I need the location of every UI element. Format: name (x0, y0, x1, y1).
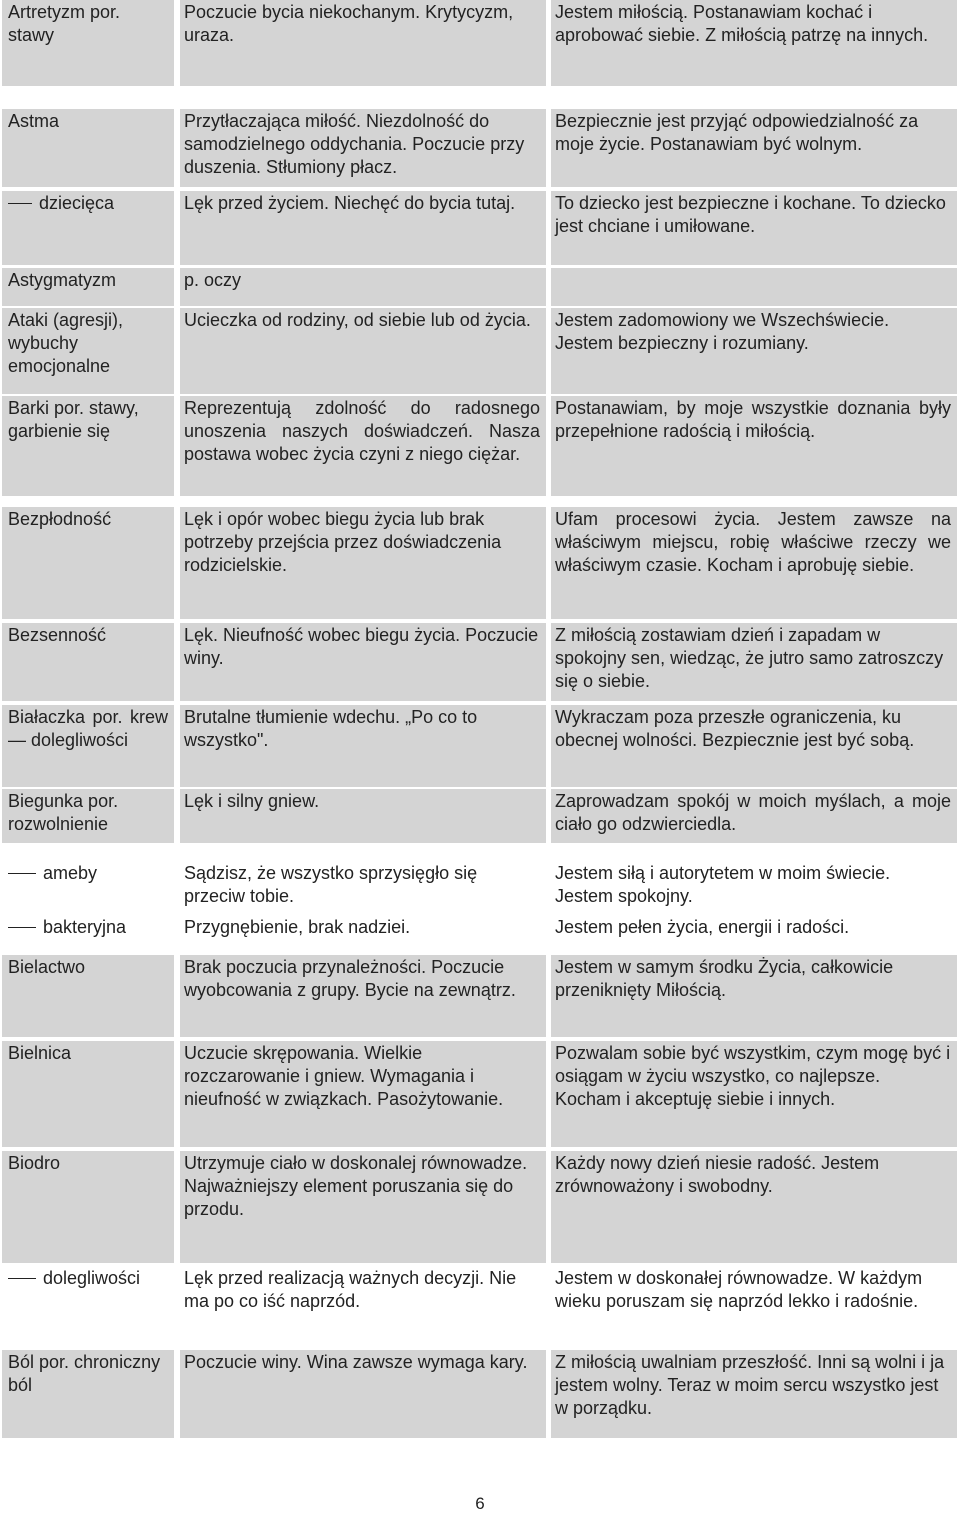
condition-cell (2, 955, 174, 1037)
affirmation-cell (551, 191, 957, 265)
condition-text: Barki por. stawy, garbienie się (8, 398, 139, 441)
affirmation-cell (551, 623, 957, 701)
cause-text: Reprezentują zdolność do radosnego unoszenia naszych doświadczeń. Nasza postawa wobec życia czyni z niego ciężar. (184, 398, 540, 464)
affirmation-text: Wykraczam poza przeszłe ograniczenia, ku obecnej wolności. Bezpiecznie jest być sobą. (555, 707, 915, 750)
condition-cell (2, 191, 174, 265)
table-row (0, 861, 960, 911)
condition-cell (2, 1041, 174, 1147)
affirmation-text: Jestem miłością. Postanawiam kochać i aprobować siebie. Z miłością patrzę na innych. (555, 2, 929, 45)
table-row (0, 915, 960, 945)
affirmation-text: Jestem pełen życia, energii i radości. (555, 917, 850, 937)
affirmation-text: To dziecko jest bezpieczne i kochane. To dziecko jest chciane i umiłowane. (555, 193, 946, 236)
condition-text: bakteryjna (43, 917, 127, 937)
affirmation-cell (551, 1151, 957, 1263)
cause-text: Brutalne tłumienie wdechu. „Po co to wszystko". (184, 707, 478, 750)
table-row (0, 1266, 960, 1346)
affirmation-cell (551, 396, 957, 496)
condition-cell (2, 861, 174, 911)
affirmation-text: Jestem w doskonałej równowadze. W każdym wieku poruszam się naprzód lekko i radośnie. (555, 1268, 923, 1311)
condition-cell (2, 705, 174, 787)
affirmation-text: Jestem siłą i autorytetem w moim świecie. Jestem spokojny. (555, 863, 891, 906)
affirmation-text: Postanawiam, by moje wszystkie doznania były przepełnione radością i miłością. (555, 398, 951, 441)
condition-cell (2, 623, 174, 701)
table-row (0, 789, 960, 843)
cause-text: Ucieczka od rodziny, od siebie lub od życia. (184, 310, 531, 330)
cause-text: Lęk przed życiem. Niechęć do bycia tutaj. (184, 193, 516, 213)
cause-cell (180, 705, 546, 787)
affirmation-cell (551, 789, 957, 843)
cause-text: Lęk i silny gniew. (184, 791, 320, 811)
affirmation-text: Jestem zadomowiony we Wszechświecie. Jestem bezpieczny i rozumiany. (555, 310, 890, 353)
condition-cell (2, 1266, 174, 1346)
condition-cell (2, 308, 174, 394)
condition-cell (2, 1350, 174, 1438)
affirmation-cell (551, 507, 957, 619)
condition-cell (2, 0, 174, 86)
affirmation-text: Z miłością uwalniam przeszłość. Inni są wolni i ja jestem wolny. Teraz w moim sercu wszystko jest w porządku. (555, 1352, 945, 1418)
condition-cell (2, 915, 174, 945)
cause-text: Przygnębienie, brak nadziei. (184, 917, 411, 937)
affirmation-cell (551, 705, 957, 787)
affirmation-text: Każdy nowy dzień niesie radość. Jestem zrównoważony i swobodny. (555, 1153, 880, 1196)
condition-text: Bielnica (8, 1043, 72, 1063)
cause-cell (180, 623, 546, 701)
cause-cell (180, 1041, 546, 1147)
table-row (0, 396, 960, 496)
affirmation-cell (551, 109, 957, 187)
condition-text: Bielactwo (8, 957, 86, 977)
cause-text: Przytłaczająca miłość. Niezdolność do samodzielnego oddychania. Poczucie przy duszenia. Stłumiony płacz. (184, 111, 525, 177)
condition-text: Biegunka por. rozwolnienie (8, 791, 119, 834)
condition-cell (2, 1151, 174, 1263)
cause-cell (180, 955, 546, 1037)
affirmation-cell (551, 308, 957, 394)
table-row (0, 0, 960, 86)
affirmation-cell (551, 1266, 957, 1346)
cause-text: Lęk i opór wobec biegu życia lub brak potrzeby przejścia przez doświadczenia rodzicielskie. (184, 509, 502, 575)
condition-text: Biodro (8, 1153, 61, 1173)
cause-cell (180, 308, 546, 394)
condition-text: ameby (43, 863, 98, 883)
table-row (0, 1041, 960, 1147)
condition-cell (2, 109, 174, 187)
table-row (0, 109, 960, 187)
cause-text: Sądzisz, że wszystko sprzysięgło się przeciw tobie. (184, 863, 478, 906)
condition-text: Astma (8, 111, 60, 131)
table-row (0, 268, 960, 306)
cause-text: p. oczy (184, 270, 242, 290)
condition-text: Bezsenność (8, 625, 107, 645)
condition-text: Astygmatyzm (8, 270, 117, 290)
cause-text: Lęk przed realizacją ważnych decyzji. Nie ma po co iść naprzód. (184, 1268, 517, 1311)
condition-cell (2, 268, 174, 306)
condition-text: dolegliwości (43, 1268, 141, 1288)
dash-mark (8, 1278, 36, 1279)
dash-mark (8, 927, 36, 928)
cause-cell (180, 1151, 546, 1263)
cause-cell (180, 915, 546, 945)
table-row (0, 1151, 960, 1263)
dash-mark (8, 873, 36, 874)
cause-cell (180, 861, 546, 911)
condition-cell (2, 507, 174, 619)
table-row (0, 507, 960, 619)
condition-text: Bezpłodność (8, 509, 112, 529)
table-row (0, 1350, 960, 1438)
table-row (0, 955, 960, 1037)
cause-cell (180, 191, 546, 265)
cause-cell (180, 268, 546, 306)
cause-cell (180, 1266, 546, 1346)
condition-text: dziecięca (39, 193, 115, 213)
cause-text: Poczucie winy. Wina zawsze wymaga kary. (184, 1352, 528, 1372)
table-row (0, 191, 960, 265)
affirmation-cell (551, 955, 957, 1037)
table-row (0, 308, 960, 394)
affirmation-cell (551, 0, 957, 86)
affirmation-cell (551, 861, 957, 911)
cause-cell (180, 789, 546, 843)
cause-cell (180, 396, 546, 496)
cause-cell (180, 1350, 546, 1438)
affirmation-cell (551, 1041, 957, 1147)
affirmation-cell (551, 915, 957, 945)
affirmation-cell (551, 1350, 957, 1438)
affirmation-text: Z miłością zostawiam dzień i zapadam w spokojny sen, wiedząc, że jutro samo zatroszczy się o siebie. (555, 625, 944, 691)
table-row (0, 705, 960, 787)
affirmation-cell (551, 268, 957, 306)
condition-text: Artretyzm por. stawy (8, 2, 121, 45)
cause-cell (180, 109, 546, 187)
affirmation-text: Pozwalam sobie być wszystkim, czym mogę być i osiągam w życiu wszystko, co najlepsze. Kocham i akceptuję siebie i innych. (555, 1043, 951, 1109)
cause-text: Brak poczucia przynależności. Poczucie wyobcowania z grupy. Bycie na zewnątrz. (184, 957, 516, 1000)
cause-cell (180, 0, 546, 86)
affirmation-text: Bezpiecznie jest przyjąć odpowiedzialność za moje życie. Postanawiam być wolnym. (555, 111, 919, 154)
dash-mark (8, 203, 32, 204)
condition-text: Ataki (agresji), wybuchy emocjonalne (8, 310, 124, 376)
condition-text: Ból por. chroniczny ból (8, 1352, 161, 1395)
table-row (0, 623, 960, 701)
cause-text: Lęk. Nieufność wobec biegu życia. Poczucie winy. (184, 625, 539, 668)
cause-cell (180, 507, 546, 619)
cause-text: Utrzymuje ciało w doskonalej równowadze. Najważniejszy element poruszania się do przodu. (184, 1153, 528, 1219)
cause-text: Poczucie bycia niekochanym. Krytycyzm, uraza. (184, 2, 514, 45)
affirmation-text: Ufam procesowi życia. Jestem zawsze na właściwym miejscu, robię właściwe rzeczy we właściwym czasie. Kocham i aprobuję siebie. (555, 509, 951, 575)
affirmation-text: Jestem w samym środku Życia, całkowicie przeniknięty Miłością. (555, 957, 894, 1000)
cause-text: Uczucie skrępowania. Wielkie rozczarowanie i gniew. Wymagania i nieufność w związkach. Pasożytowanie. (184, 1043, 504, 1109)
condition-text: Białaczka por. krew — dolegliwości (8, 707, 168, 750)
page-number: 6 (475, 1494, 485, 1513)
condition-cell (2, 396, 174, 496)
condition-cell (2, 789, 174, 843)
affirmation-text: Zaprowadzam spokój w moich myślach, a moje ciało go odzwierciedla. (555, 791, 951, 834)
